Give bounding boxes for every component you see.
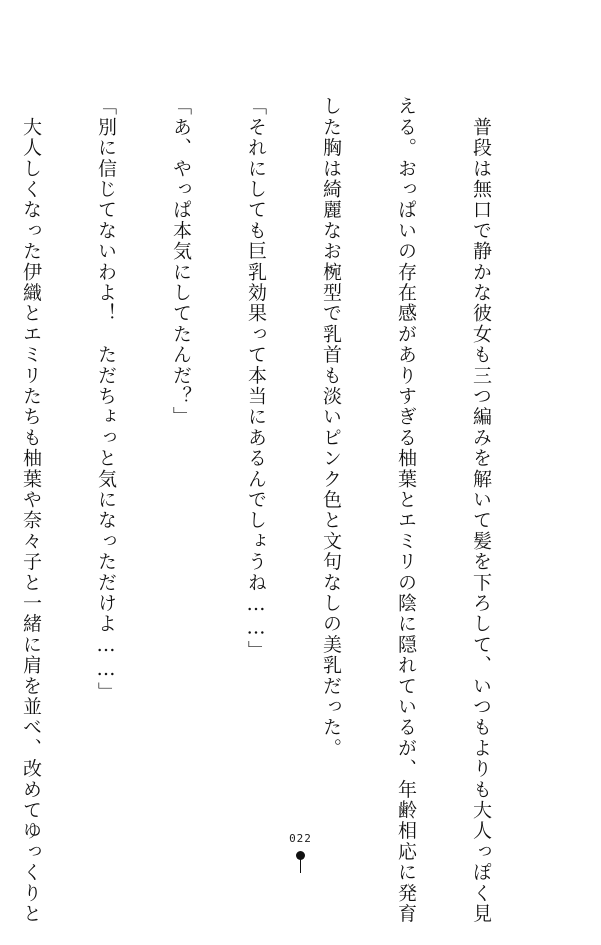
text-line: 普段は無口で静かな彼女も三つ編みを解いて髪を下ろして、いつもよりも大人っぽく見 bbox=[470, 96, 492, 924]
text-line: した胸は綺麗なお椀型で乳首も淡いピンク色と文句なしの美乳だった。 bbox=[320, 96, 342, 759]
marker-stem bbox=[300, 859, 301, 873]
text-line: 大人しくなった伊織とエミリたちも柚葉や奈々子と一緒に肩を並べ、改めてゆっくりと bbox=[20, 96, 42, 924]
text-line: える。おっぱいの存在感がありすぎる柚葉とエミリの陰に隠れているが、年齢相応に発育 bbox=[395, 96, 417, 924]
page-marker-icon bbox=[296, 851, 306, 873]
page-number: 022 bbox=[289, 832, 312, 845]
text-line: 「それにしても巨乳効果って本当にあるんでしょうね……」 bbox=[245, 96, 267, 661]
text-line: 「別に信じてないわよ！ ただちょっと気になっただけよ……」 bbox=[95, 96, 117, 703]
text-line: 「あ、やっぱ本気にしてたんだ？」 bbox=[170, 96, 192, 428]
